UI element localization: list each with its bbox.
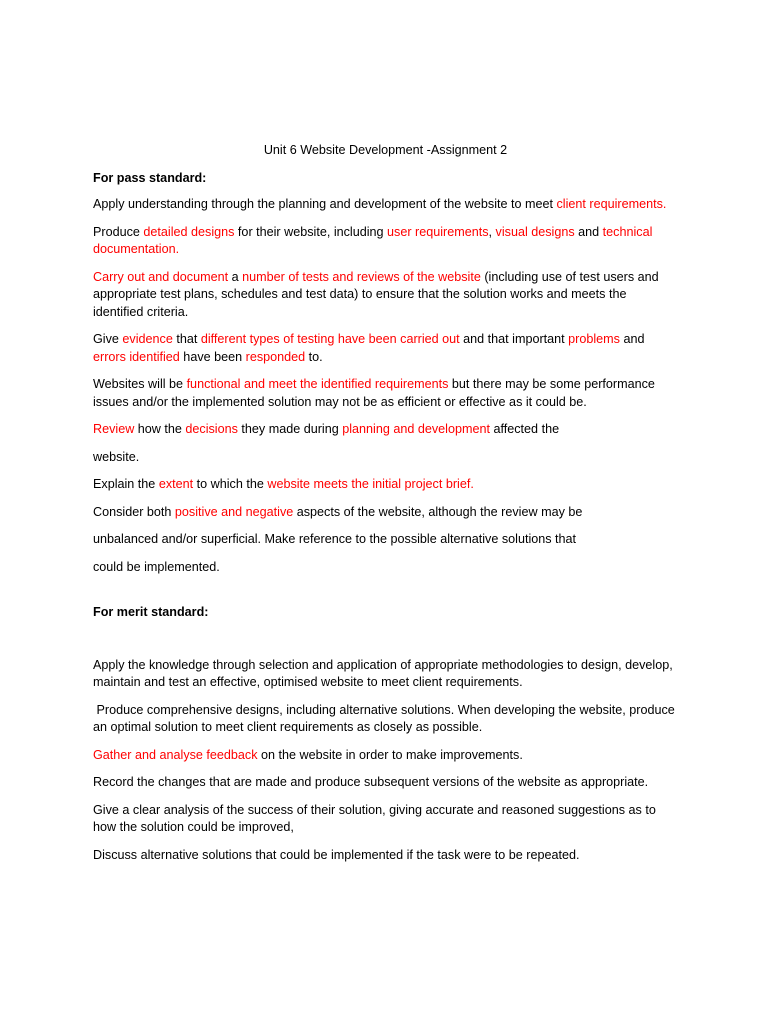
merit-criterion-3 [93, 747, 678, 765]
text-run: for their website, including [234, 224, 388, 239]
pass-criterion-5 [93, 376, 678, 411]
text-run: to which the [193, 477, 268, 491]
text-run: but there may be some performance issues and/or the implemented solution may not be as efficient or effective as it could be. [93, 377, 655, 409]
highlighted-term: client requirements. [556, 197, 667, 211]
text-run: Apply understanding through the planning and development of the website to meet [93, 197, 557, 211]
pass-criterion-1 [93, 196, 678, 214]
pass-criterion-4 [93, 331, 678, 366]
highlighted-term: responded [245, 349, 306, 364]
pass-criterion-3 [93, 269, 678, 322]
highlighted-term: errors identified [93, 349, 180, 364]
highlighted-term: different types of testing have been carried out [200, 332, 460, 346]
highlighted-term: Carry out and document [93, 269, 229, 284]
document-page [93, 142, 678, 874]
highlighted-term: Review [93, 422, 135, 436]
text-run: a [228, 269, 243, 284]
pass-criterion-2 [93, 224, 678, 259]
highlighted-term: user requirements [387, 224, 489, 239]
highlighted-term: website meets the initial project brief. [267, 477, 474, 491]
highlighted-term: Gather and analyse feedback [93, 747, 258, 762]
text-run: have been [179, 349, 246, 364]
highlighted-term: evidence [122, 332, 173, 346]
text-run: affected the [489, 422, 560, 436]
highlighted-term: visual designs [495, 224, 575, 239]
text-run: they made during [237, 422, 343, 436]
text-run: to. [305, 349, 323, 364]
section-spacer [93, 586, 678, 604]
merit-criterion-4: Record the changes that are made and produce subsequent versions of the website as appropriate. [93, 775, 649, 789]
highlighted-term: functional and meet the identified requirements [186, 377, 449, 391]
highlighted-term: problems [568, 332, 620, 346]
merit-criterion-5: Give a clear analysis of the success of their solution, giving accurate and reasoned suggestions as to how the solution could be improved, [93, 802, 656, 834]
section-spacer [93, 631, 678, 657]
text-run: that [172, 332, 201, 346]
highlighted-term: decisions [185, 422, 238, 436]
text-run: Websites will be [93, 377, 187, 391]
text-run: Produce [93, 224, 144, 239]
text-run: , [488, 224, 496, 239]
text-run: aspects of the website, although the review may be [293, 504, 583, 519]
pass-criterion-8 [93, 504, 678, 522]
pass-standard-heading: For pass standard: [93, 170, 207, 185]
text-run: and [574, 224, 603, 239]
merit-criterion-2: Produce comprehensive designs, including alternative solutions. When developing the website, produce an optimal solution to meet client requirements as closely as possible. [93, 702, 679, 734]
document-title: Unit 6 Website Development -Assignment 2 [263, 143, 508, 157]
text-run: and that important [459, 332, 569, 346]
pass-criterion-6-continued: website. [93, 449, 140, 464]
pass-criterion-7 [93, 476, 678, 494]
pass-criterion-8-end: could be implemented. [93, 559, 220, 574]
text-run: Consider both [93, 504, 175, 519]
highlighted-term: extent [158, 477, 194, 491]
text-run: how the [134, 422, 186, 436]
highlighted-term: planning and development [342, 422, 490, 436]
text-run: on the website in order to make improvements. [257, 747, 523, 762]
highlighted-term: positive and negative [174, 504, 294, 519]
text-run: and [619, 332, 645, 346]
merit-criterion-6: Discuss alternative solutions that could be implemented if the task were to be repeated. [93, 847, 580, 862]
highlighted-term: number of tests and reviews of the website [242, 269, 481, 284]
merit-standard-heading: For merit standard: [93, 605, 209, 619]
highlighted-term: detailed designs [143, 224, 235, 239]
merit-criterion-1: Apply the knowledge through selection and application of appropriate methodologies to design, develop, maintain and test an effective, optimised website to meet client requirements. [93, 657, 673, 689]
text-run: Give [93, 332, 123, 346]
text-run: (including use of test users and appropriate test plans, schedules and test data) to ensure that the solution works and meets the identified criteria. [93, 269, 659, 319]
pass-criterion-6 [93, 421, 678, 439]
text-run: Explain the [93, 477, 159, 491]
highlighted-term: technical documentation. [93, 224, 653, 256]
pass-criterion-8-continued: unbalanced and/or superficial. Make reference to the possible alternative solutions that [93, 532, 577, 546]
